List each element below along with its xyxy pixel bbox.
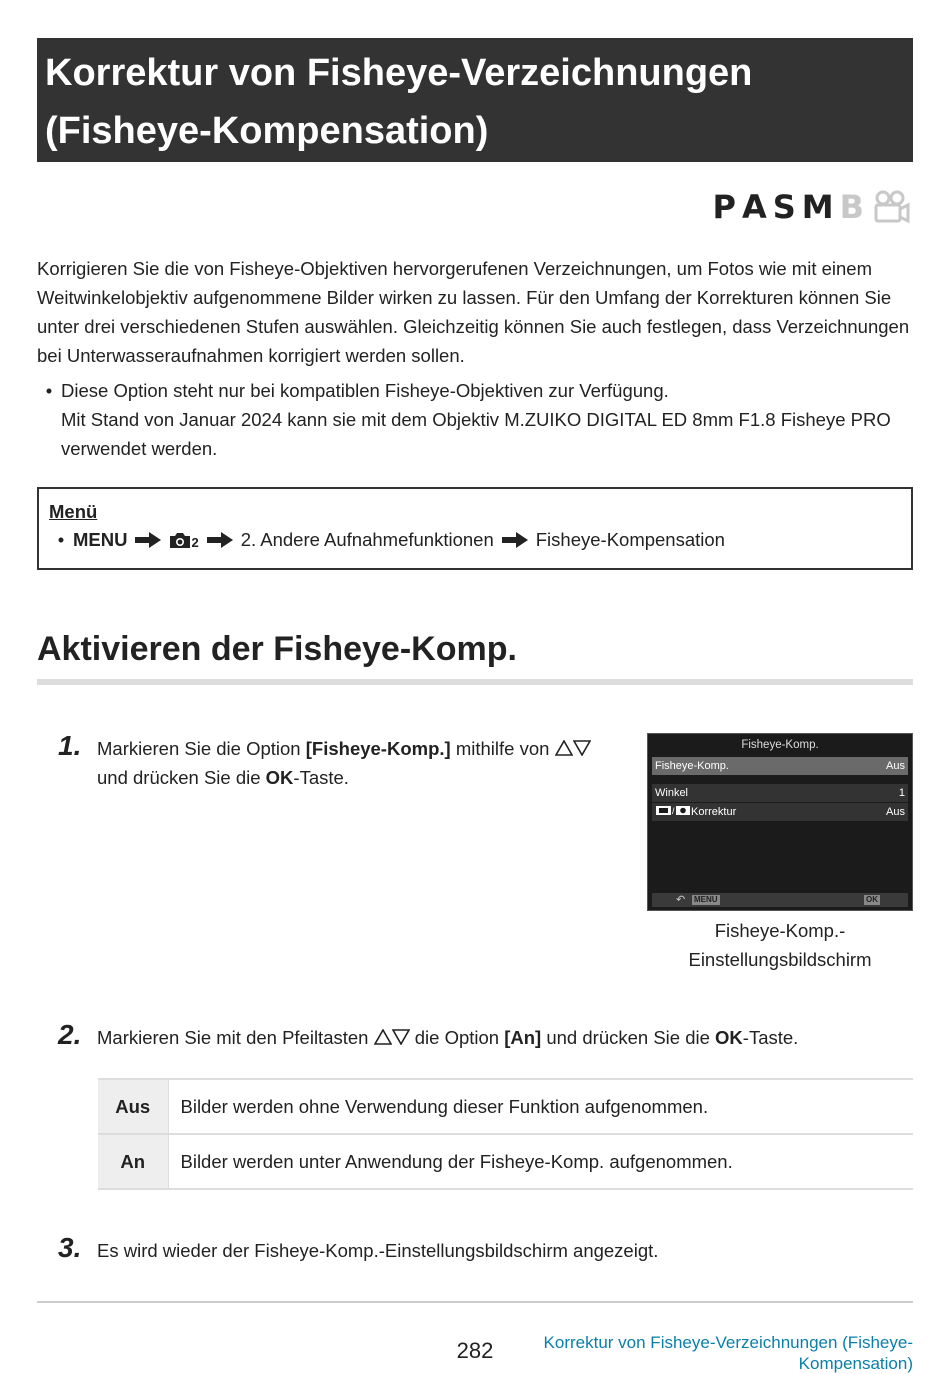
step-1-mid: mithilfe von (450, 738, 550, 759)
step-2-option: [An] (504, 1027, 542, 1048)
option-key: An (98, 1134, 168, 1189)
step-1-pre: Markieren Sie die Option (97, 738, 306, 759)
step-3-number: 3. (58, 1232, 82, 1263)
step-2-number: 2. (58, 1019, 82, 1050)
svg-text:/: / (672, 806, 675, 816)
step-2-post: -Taste. (742, 1027, 799, 1048)
menu-path (49, 525, 901, 555)
option-desc: Bilder werden unter Anwendung der Fisheye-Komp. aufgenommen. (168, 1134, 913, 1189)
camera-tab-icon (169, 531, 198, 549)
step-2-post-pre: und drücken Sie die (541, 1027, 716, 1048)
step-3-text: Es wird wieder der Fisheye-Komp.-Einstellungsbildschirm angezeigt. (97, 1240, 659, 1261)
options-table (98, 1078, 913, 1190)
mode-p: P (712, 188, 738, 226)
bullet-icon: • (45, 380, 53, 401)
camera-screen-footer (652, 893, 908, 907)
menu-item: Fisheye-Kompensation (535, 529, 725, 550)
camera-settings-screen (647, 733, 913, 911)
step-1-option: [Fisheye-Komp.] (305, 738, 451, 759)
menu-path-box (37, 487, 913, 570)
menu-submenu: 2. Andere Aufnahmefunktionen (240, 529, 494, 550)
option-desc: Bilder werden ohne Verwendung dieser Funktion aufgenommen. (168, 1079, 913, 1134)
footer-section-link[interactable]: Korrektur von Fisheye-Verzeichnungen (Fisheye- Kompensation) (543, 1333, 913, 1373)
down-triangle-icon (573, 740, 591, 756)
note-list (37, 376, 913, 463)
shooting-modes (713, 188, 911, 226)
step-1-text (97, 734, 627, 792)
arrow-right-icon (207, 532, 233, 548)
step-1-line2-post: -Taste. (293, 767, 349, 788)
section-divider (37, 679, 913, 685)
table-row (98, 1134, 913, 1189)
section-title: Aktivieren der Fisheye-Komp. (37, 630, 517, 668)
mode-b: B (839, 188, 866, 226)
step-2-mid: die Option (409, 1027, 505, 1048)
step-1-number: 1. (58, 730, 82, 761)
up-triangle-icon (374, 1029, 392, 1045)
camera-row-fisheye: Fisheye-Komp. Aus (652, 757, 908, 775)
step-2-pre: Markieren Sie mit den Pfeiltasten (97, 1027, 374, 1048)
mode-s: S (772, 188, 798, 226)
arrow-right-icon (502, 532, 528, 548)
intro-paragraph: Korrigieren Sie die von Fisheye-Objektiven hervorgerufenen Verzeichnungen, um Fotos wie mit einem Weitwinkelobjektiv aufgenommene Bilder wirken zu lassen. Für den Umfang der Korrekturen können Sie unter drei verschiedenen Stufen auswählen. Gleichzeitig können Sie auch festlegen, dass Verzeichnungen bei Unterwasseraufnahmen korrigiert werden sollen. (37, 258, 910, 366)
menu-key: MENU (73, 529, 128, 550)
step-1-line2-pre: und drücken Sie die (97, 767, 266, 788)
down-triangle-icon (392, 1029, 410, 1045)
page-title-line1: Korrektur von Fisheye-Verzeichnungen (45, 52, 753, 94)
table-row (98, 1079, 913, 1134)
camera-row-correction: / Korrektur Aus (652, 803, 908, 821)
movie-mode-icon (872, 190, 910, 224)
up-triangle-icon (555, 740, 573, 756)
mode-a: A (741, 188, 769, 226)
option-key: Aus (98, 1079, 168, 1134)
camera-row-angle: Winkel 1 (652, 784, 908, 802)
step-2-text (97, 1023, 913, 1052)
note-line1: Diese Option steht nur bei kompatiblen Fisheye-Objektiven zur Verfügung. (61, 380, 669, 401)
step-2-ok-key: OK (715, 1027, 743, 1048)
camera-screen-caption: Fisheye-Komp.- Einstellungsbildschirm (688, 920, 872, 970)
page-number: 282 (456, 1338, 494, 1363)
menu-key-badge: MENU (694, 895, 718, 904)
underwater-mode-icon (655, 805, 691, 816)
bullet-icon: • (57, 529, 65, 550)
note-line2: Mit Stand von Januar 2024 kann sie mit dem Objektiv M.ZUIKO DIGITAL ED 8mm F1.8 Fisheye PRO verwendet werden. (61, 409, 891, 459)
camera-screen-title: Fisheye-Komp. (741, 739, 819, 751)
back-icon: ↶ (676, 894, 686, 906)
page-title-line2: (Fisheye-Kompensation) (45, 110, 489, 152)
footer-divider (37, 1301, 913, 1303)
camera-tab-index: 2 (191, 535, 199, 550)
arrow-right-icon (135, 532, 161, 548)
mode-m: M (801, 188, 836, 226)
step-1-ok-key: OK (265, 767, 294, 788)
ok-key-badge: OK (866, 895, 878, 904)
list-item (37, 376, 913, 405)
menu-heading: Menü (49, 501, 98, 522)
list-item (37, 405, 913, 463)
page-title-bar (37, 38, 913, 162)
